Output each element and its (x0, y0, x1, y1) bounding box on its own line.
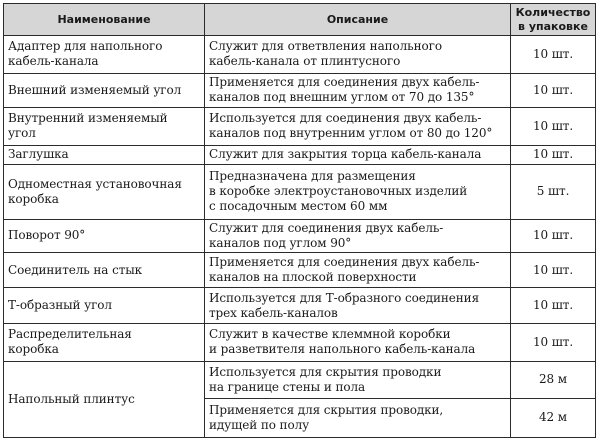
table-row (4, 253, 596, 288)
item-description-line: и разветвителя напольного кабель-канала (209, 342, 476, 357)
item-name (4, 107, 205, 145)
item-quantity: 28 м (511, 361, 596, 398)
item-description-line: идущей по полу (209, 417, 310, 432)
item-name (4, 36, 205, 74)
item-description (205, 253, 511, 288)
table-row (4, 73, 596, 107)
item-description-line: Применяется для соединения двух кабель- (209, 255, 480, 270)
item-name-line: Соединитель на стык (8, 262, 143, 277)
item-name-line: угол (8, 126, 36, 141)
item-description-line: с посадочным местом 60 мм (209, 199, 388, 214)
item-description-line: Применяется для соединения двух кабель- (209, 75, 480, 90)
item-name (4, 145, 205, 164)
item-quantity: 10 шт. (511, 288, 596, 324)
table-row (4, 145, 596, 164)
table-header-row (4, 4, 596, 36)
header-name: Наименование (4, 4, 205, 36)
item-description (205, 361, 511, 398)
header-quantity-line1: Количество (515, 5, 591, 19)
item-quantity: 10 шт. (511, 323, 596, 361)
item-name-line: коробка (8, 342, 59, 357)
item-name-line: Адаптер для напольного (8, 39, 163, 54)
table-row (4, 36, 596, 74)
item-description-line: Предназначена для размещения (209, 169, 416, 184)
table-row (4, 107, 596, 145)
components-table-wrapper (3, 3, 595, 438)
item-name-line: Внешний изменяемый угол (8, 82, 182, 97)
item-quantity: 10 шт. (511, 145, 596, 164)
item-quantity: 5 шт. (511, 164, 596, 219)
item-description-line: в коробке электроустановочных изделий (209, 184, 468, 199)
table-row (4, 219, 596, 253)
item-description (205, 164, 511, 219)
item-description-line: кабель-канала от плинтусного (209, 54, 401, 69)
item-description (205, 398, 511, 437)
item-name (4, 219, 205, 253)
item-name-line: Поворот 90° (8, 228, 86, 243)
table-row (4, 164, 596, 219)
item-description-line: Служит для закрытия торца кабель-канала (209, 147, 482, 162)
table-row (4, 361, 596, 398)
item-description-line: Применяется для скрытия проводки, (209, 402, 444, 417)
item-quantity: 10 шт. (511, 107, 596, 145)
item-name: Напольный плинтус (4, 361, 205, 437)
item-quantity: 10 шт. (511, 36, 596, 74)
item-description (205, 323, 511, 361)
item-quantity: 10 шт. (511, 253, 596, 288)
item-description-line: каналов под внутренним углом от 80 до 120° (209, 126, 493, 141)
item-name-line: Одноместная установочная (8, 176, 182, 191)
item-description (205, 36, 511, 74)
item-name-line: Т-образный угол (8, 298, 112, 313)
item-description (205, 219, 511, 253)
item-description (205, 107, 511, 145)
item-description-line: Используется для скрытия проводки (209, 364, 442, 379)
item-description-line: каналов на плоской поверхности (209, 270, 417, 285)
item-description-line: каналов под углом 90° (209, 235, 352, 250)
table-row (4, 323, 596, 361)
item-quantity: 10 шт. (511, 73, 596, 107)
item-description-line: Используется для соединения двух кабель- (209, 111, 482, 126)
item-name-line: Распределительная (8, 327, 132, 342)
item-description-line: Используется для Т-образного соединения (209, 290, 480, 305)
item-name (4, 323, 205, 361)
item-description-line: Служит в качестве клеммной коробки (209, 327, 451, 342)
components-table (3, 3, 596, 438)
item-name-line: коробка (8, 191, 59, 206)
header-description: Описание (205, 4, 511, 36)
item-name (4, 288, 205, 324)
item-name (4, 164, 205, 219)
item-description-line: Служит для соединения двух кабель- (209, 220, 444, 235)
item-description-line: на границе стены и пола (209, 379, 366, 394)
table-row (4, 288, 596, 324)
item-description (205, 145, 511, 164)
item-quantity: 42 м (511, 398, 596, 437)
table-body (4, 36, 596, 438)
item-name-line: Внутренний изменяемый (8, 111, 168, 126)
item-quantity: 10 шт. (511, 219, 596, 253)
item-name-line: Заглушка (8, 147, 69, 162)
item-name (4, 73, 205, 107)
item-name (4, 253, 205, 288)
item-description-line: каналов под внешним углом от 70 до 135° (209, 90, 475, 105)
item-name-line: кабель-канала (8, 54, 99, 69)
header-quantity (511, 4, 596, 36)
item-description (205, 73, 511, 107)
header-quantity-line2: в упаковке (518, 19, 588, 33)
item-description-line: трех кабель-каналов (209, 305, 338, 320)
item-description-line: Служит для ответвления напольного (209, 39, 442, 54)
item-description (205, 288, 511, 324)
